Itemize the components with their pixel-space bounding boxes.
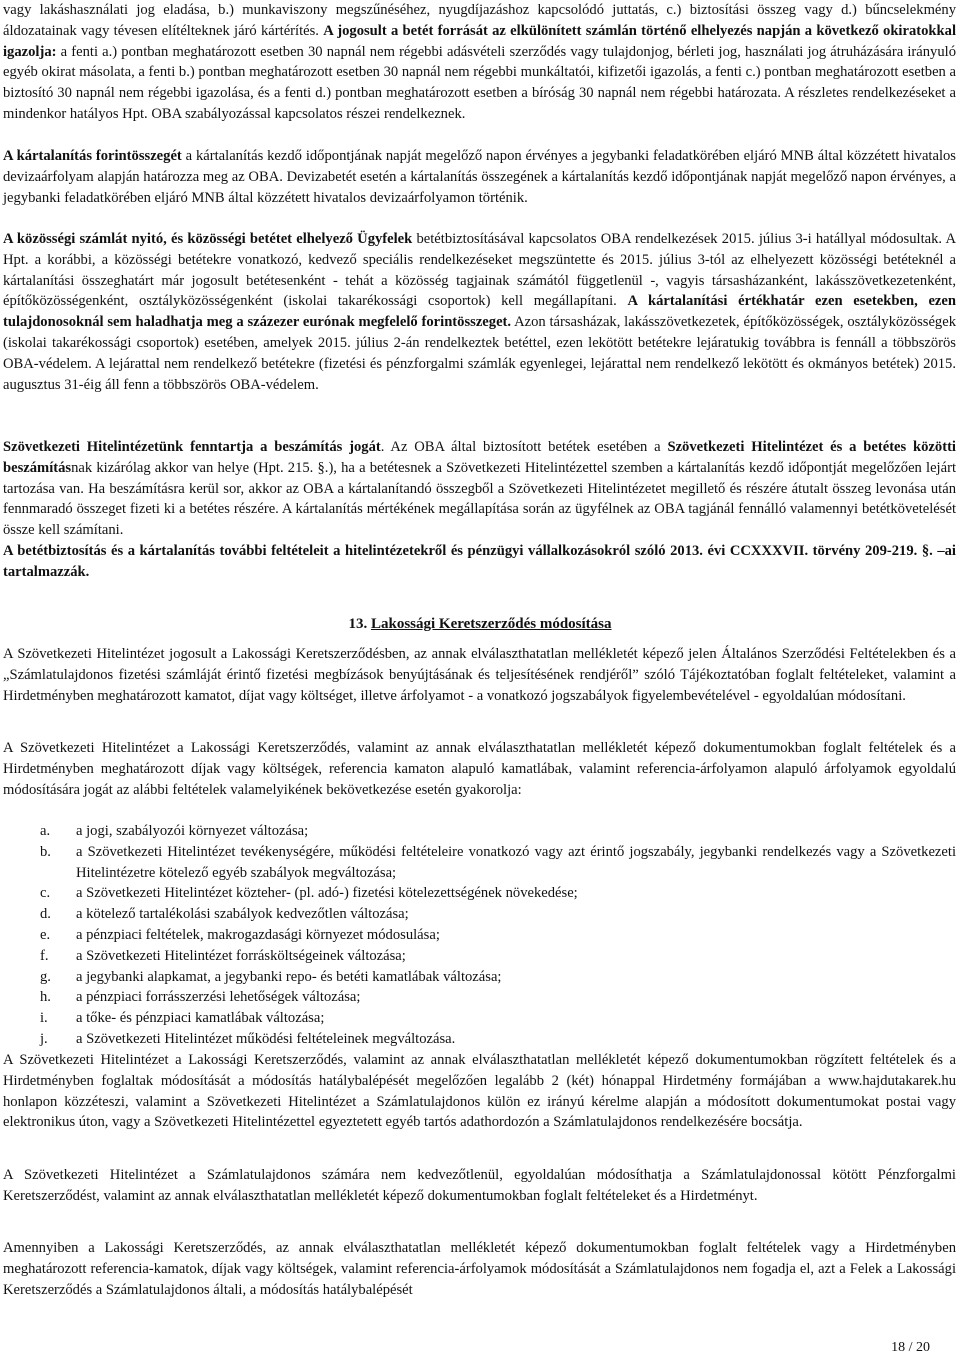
text-run: vagy lakáshasználati jog eladása, b.) munkaviszony megszűnéséhez, nyugdíjazáshoz kapcsolódó juttatás, c.) biztosítási összeg vagy d.) bűncselekmény áldozatainak vagy tévesen elítélteknek járó kártérítés. (3, 2, 956, 39)
paragraph-community-accounts (3, 229, 956, 395)
paragraph-set-off-right (3, 437, 956, 541)
text-run: betétbiztosításával kapcsolatos OBA rendelkezések 2015. július 3-i hatállyal módosultak. A Hpt. a korábbi, a közösségi betétekre vonatkozó, kedvező speciális rendelkezéseket megszüntette és 2015. július 3-tól az elhelyezett közösségi betéteknél a kártalanítási összeghatárt már jogosult betétesenként - tehát a közösség tagjainak számától függetlenül -, vagyis társasházanként, lakásszövetkezetenként, építőközösségenként, osztályközösségenként (iskolai takarékossági csoportok) kell megállapítani. (3, 231, 956, 310)
text-run: . Az OBA által biztosított betétek esetében a (380, 439, 668, 455)
paragraph-modification-conditions: A Szövetkezeti Hitelintézet a Lakossági Keretszerződés, valamint az annak elválaszthatatlan mellékletét képező dokumentumokban foglalt feltételek és a Hirdetményben meghatározott díjak vagy költségek, referencia kamaton alapuló kamatlábak, valamint referencia-árfolyamon alapuló árfolyamok egyoldalú módosítására jogát az alábbi feltételek valamelyikének bekövetkezése esetén gyakorolja: (3, 740, 956, 798)
list-marker: b. (40, 843, 51, 860)
bold-text-run: A kártalanítás forintösszegét (3, 148, 182, 164)
list-item-text: a jegybanki alapkamat, a jegybanki repo- és betéti kamatlábak változása; (76, 968, 502, 985)
list-marker: a. (40, 823, 51, 839)
list-marker: g. (40, 968, 51, 985)
bold-text-run: Szövetkezeti Hitelintézet és a betétes közötti beszámítás (3, 439, 956, 476)
list-item (3, 1008, 956, 1029)
list-item (3, 1029, 956, 1050)
list-item (3, 987, 956, 1008)
paragraph-favorable-modification: A Szövetkezeti Hitelintézet a Számlatulajdonos számára nem kedvezőtlenül, egyoldalúan módosíthatja a Számlatulajdonossal kötött Pénzforgalmi Keretszerződést, valamint az annak elválaszthatatlan mellékletét képező dokumentumokban foglalt feltételeket és a Hirdetményt. (3, 1167, 956, 1204)
list-marker: j. (40, 1030, 48, 1047)
text-run: a fenti a.) pontban meghatározott esetben 30 napnál nem régebbi adásvételi szerződés vagy tulajdonjog, bérleti jog, használati jog átruházására irányuló egyéb okirat másolata, a fenti b.) pontban meghatározott esetben 30 napnál nem régebbi munkáltatói, kifizetői igazolás, a fenti c.) pontban meghatározott esetben a biztosító 30 napnál nem régebbi igazolása, és a fenti d.) pontban meghatározott esetben a bíróság 30 napnál nem régebbi határozata. A részletes rendelkezéseket a mindenkor hatályos Hpt. OBA szabályozással kapcsolatos részei rendelkeznek. (3, 43, 956, 122)
list-marker: e. (40, 926, 51, 943)
list-item (3, 883, 956, 904)
list-item-text: a pénzpiaci forrásszerzési lehetőségek változása; (76, 989, 361, 1006)
section-heading (0, 614, 960, 635)
paragraph-notice-period: A Szövetkezeti Hitelintézet a Lakossági Keretszerződés, valamint az annak elválaszthatatlan mellékletét képező dokumentumokban rögzített feltételek és a Hirdetményben foglaltak módosítását a módosítás hatálybalépését megelőzően legalább 2 (két) hónappal Hirdetmény formájában a www.hajdutakarek.hu honlapon közzéteszi, valamint a Szövetkezeti Hitelintézet a Számlatulajdonos külön ez irányú kérelme alapján a módosított dokumentumokat postai vagy elektronikus úton, vagy a Szövetkezeti Hitelintézettel egyeztetett egyéb tartós adathordozón a Számlatulajdonos rendelkezésére bocsátja. (3, 1052, 956, 1131)
list-item-text: a Szövetkezeti Hitelintézet tevékenységére, működési feltételeire vonatkozó vagy azt érintő jogszabály, jegybanki rendelkezés vagy a Szövetkezeti Hitelintézetre kötelező egyéb szabályok megváltozása; (76, 843, 956, 881)
bold-text-run: A jogosult a betét forrását az elkülönített számlán történő elhelyezés napján a következő okiratokkal igazolja: (3, 22, 957, 60)
list-item (3, 946, 956, 967)
list-item-text: a tőke- és pénzpiaci kamatlábak változása; (76, 1010, 325, 1027)
section-title: Lakossági Keretszerződés módosítása (370, 616, 612, 632)
paragraph-deposit-source (3, 0, 956, 125)
list-item (3, 925, 956, 946)
list-item-text: a jogi, szabályozói környezet változása; (76, 823, 309, 839)
list-item-text: a Szövetkezeti Hitelintézet működési feltételeinek megváltozása. (76, 1030, 456, 1047)
list-item-text: a Szövetkezeti Hitelintézet közteher- (pl. adó-) fizetési kötelezettségének növekedése; (76, 885, 578, 902)
list-item (3, 842, 956, 884)
list-marker: f. (40, 947, 49, 964)
section-number: 13. (348, 616, 368, 632)
list-marker: i. (40, 1010, 48, 1027)
list-marker: d. (40, 906, 51, 923)
list-item (3, 821, 956, 842)
paragraph-rejection: Amennyiben a Lakossági Keretszerződés, az annak elválaszthatatlan mellékletét képező dokumentumokban foglalt feltételek vagy a Hirdetményben meghatározott referencia-kamatok, díjak vagy költségek, valamint referencia-árfolyamok módosítását a Számlatulajdonos nem fogadja el, azt a Felek a Lakossági Keretszerződés a Számlatulajdonos általi, a módosítás hatálybalépését (3, 1240, 956, 1298)
list-marker: c. (40, 885, 51, 902)
list-item-text: a pénzpiaci feltételek, makrogazdasági környezet módosulása; (76, 926, 440, 943)
list-item (3, 904, 956, 925)
paragraph-legal-reference: A betétbiztosítás és a kártalanítás további feltételeit a hitelintézetekről és pénzügyi vállalkozásokról szóló 2013. évi CCXXXVII. törvény 209-219. §. –ai tartalmazzák. (3, 543, 956, 580)
text-run: nak kizárólag akkor van helye (Hpt. 215. §.), ha a betétesnek a Szövetkezeti Hitelintézettel szemben a kártalanítás kezdő időpontját megelőzően lejárt tartozása van. Ha beszámításra kerül sor, akkor az OBA a kártalanítandó összegből a Szövetkezeti Hitelintézetet megillető és részére átutalt összeg levonása után fennmaradó összeget fizeti ki a betétes részére. A kártalanítás mértékének megállapítása során az ügyfélnek az OBA tagjánál fennálló valamennyi betétkövetelését össze kell számítani. (3, 459, 956, 539)
paragraph-compensation-amount (3, 146, 956, 208)
list-item (3, 967, 956, 988)
bold-text-run: A közösségi számlát nyitó, és közösségi betétet elhelyező Ügyfelek (3, 231, 413, 247)
list-item-text: a Szövetkezeti Hitelintézet forrásköltségeinek változása; (76, 947, 406, 964)
bold-text-run: Szövetkezeti Hitelintézetünk fenntartja a beszámítás jogát (3, 439, 381, 455)
text-run: a kártalanítás kezdő időpontjának napját megelőző napon érvényes a jegybanki feladatkörében eljáró MNB által közzétett hivatalos devizaárfolyam alapján határozza meg az OBA. Devizabetét esetén a kártalanítás összegének a kártalanítás kezdő időpontjának napját megelőző napon érvényes, a jegybanki feladatkörében eljáró MNB által közzétett hivatalos devizaárfolyamon történik. (3, 148, 956, 206)
bold-text-run: A kártalanítási értékhatár ezen esetekben, ezen tulajdonosoknál sem haladhatja meg a százezer eurónak megfelelő forintösszeget. (3, 293, 956, 331)
page-number: 18 / 20 (891, 1340, 930, 1355)
list-marker: h. (40, 989, 51, 1006)
conditions-list (3, 821, 956, 1050)
list-item-text: a kötelező tartalékolási szabályok kedvezőtlen változása; (76, 906, 409, 923)
text-run: Azon társasházak, lakásszövetkezetek, építőközösségek, osztályközösségek (iskolai takarékossági csoportok) esetében, amelyek 2015. július 2-án rendelkeztek betéttel, ezen lekötött betétekre lejáratukig továbbra is fennáll a többszörös OBA-védelem. A lejárattal nem rendelkező betétekre (fizetési és pénzforgalmi számlák egyenlegei, lejárattal nem rendelkező lekötött és okmányos betétek) 2015. augusztus 31-éig áll fenn a többszörös OBA-védelem. (3, 314, 956, 393)
paragraph-modification-right: A Szövetkezeti Hitelintézet jogosult a Lakossági Keretszerződésben, az annak elválaszthatatlan mellékletét képező jelen Általános Szerződési Feltételekben és a „Számlatulajdonos fizetési számláját érintő fizetési megbízások benyújtásának és teljesítésének rendjéről” szóló Tájékoztatóban foglalt feltételeket, valamint a Hirdetményben meghatározott kamatot, díjat vagy költséget, illetve árfolyamot - a vonatkozó jogszabályok figyelembevételével - egyoldalúan módosítani. (3, 646, 956, 704)
